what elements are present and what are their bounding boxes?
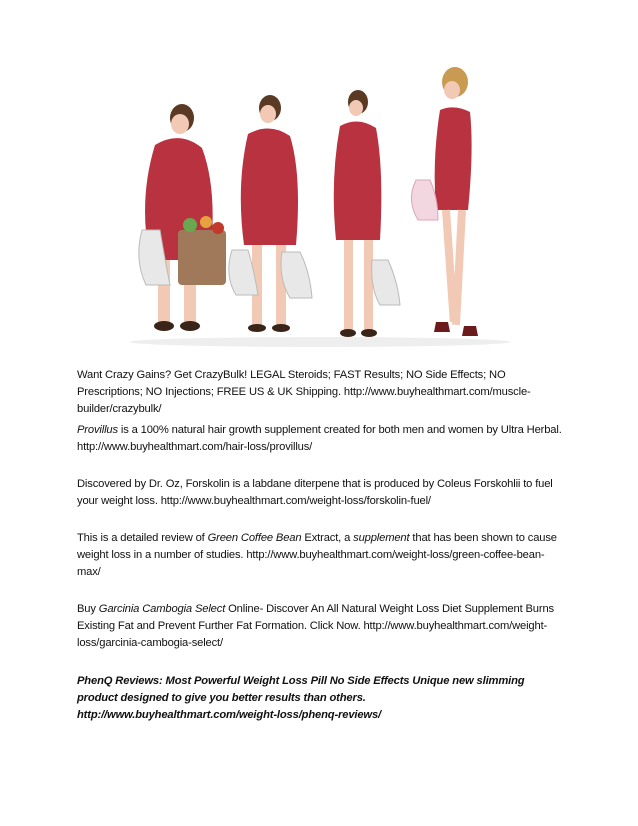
garcinia-cambogia-text: Garcinia Cambogia Select (98, 603, 226, 615)
provillus-brand: Provillus (77, 424, 118, 436)
paragraph-text: that has been shown to cause weight loss in a number of studies. (77, 532, 557, 561)
figure-3 (334, 90, 400, 337)
garcinia-link[interactable]: http://www.buyhealthmart.com/weight-loss/garcinia-cambogia-select/ (77, 620, 548, 649)
paragraph-text: This is a detailed review of (77, 532, 208, 544)
weight-loss-transformation-icon (120, 60, 520, 350)
paragraph-text: PhenQ Reviews: Most Powerful Weight Loss Pill No Side Effects Unique new slimming product designed to give you better results than others. (77, 675, 525, 704)
paragraph-phenq (77, 673, 567, 724)
paragraph-text: is a 100% natural hair growth supplement created for both men and women by Ultra Herbal. (117, 424, 562, 436)
supplement-text: supplement (353, 532, 410, 544)
provillus-link[interactable]: http://www.buyhealthmart.com/hair-loss/provillus/ (77, 441, 313, 453)
paragraph-green-coffee (77, 530, 567, 581)
figure-4 (411, 67, 478, 336)
paragraph-text: Online- Discover An All Natural Weight Loss Diet Supplement Burns Existing Fat and Prevent Further Fat Formation. Click Now. (77, 603, 554, 632)
paragraph-forskolin (77, 476, 567, 510)
crazybulk-link[interactable]: http://www.buyhealthmart.com/muscle-builder/crazybulk/ (77, 386, 531, 415)
paragraph-text: Discovered by Dr. Oz, Forskolin is a labdane diterpene that is produced by Coleus Forskohlii to fuel your weight loss. (77, 478, 553, 507)
paragraph-provillus (77, 422, 567, 456)
forskolin-link[interactable]: http://www.buyhealthmart.com/weight-loss/forskolin-fuel/ (160, 495, 431, 507)
green-coffee-link[interactable]: http://www.buyhealthmart.com/weight-loss/green-coffee-bean-max/ (77, 549, 545, 578)
phenq-link[interactable]: http://www.buyhealthmart.com/weight-loss/phenq-reviews/ (77, 709, 382, 721)
paragraph-crazybulk (77, 367, 567, 418)
figure-2 (229, 95, 312, 332)
paragraph-text: Want Crazy Gains? Get CrazyBulk! LEGAL Steroids; FAST Results; NO Side Effects; NO Prescriptions; NO Injections; FREE US & UK Shipping. (77, 369, 506, 398)
paragraph-text: Extract, a (301, 532, 354, 544)
paragraph-text: Buy (77, 603, 99, 615)
green-coffee-bean-text: Green Coffee Bean (207, 532, 302, 544)
figure-1 (139, 104, 226, 331)
paragraph-garcinia (77, 601, 567, 652)
